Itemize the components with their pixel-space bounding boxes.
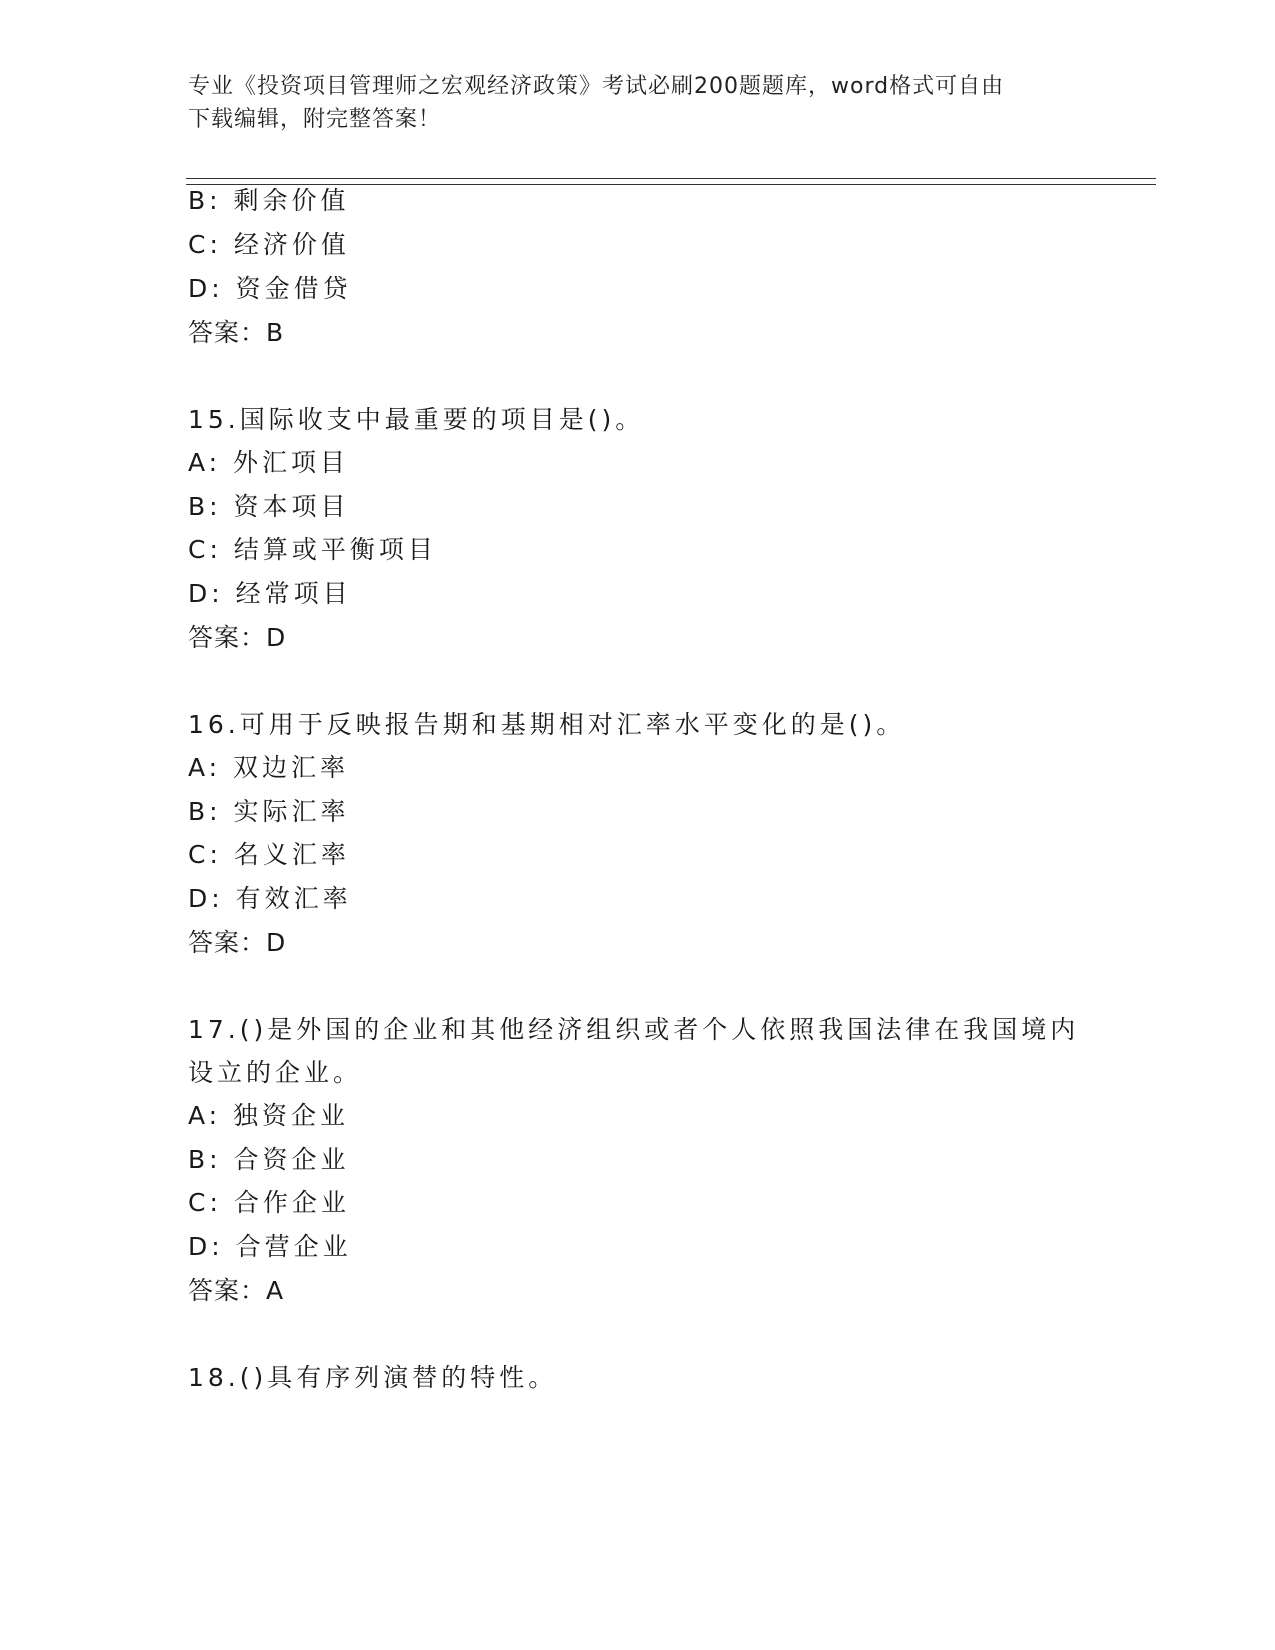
q15-option-c: C: 结算或平衡项目 (188, 535, 437, 564)
q16-option-a: A: 双边汇率 (188, 753, 350, 782)
q17-question-line-1: 17.()是外国的企业和其他经济组织或者个人依照我国法律在我国境内 (188, 1015, 1080, 1044)
q15-option-d: D: 经常项目 (188, 579, 352, 608)
q16-option-b: B: 实际汇率 (188, 797, 350, 826)
q14-answer: 答案：B (188, 318, 285, 347)
q15-option-a: A: 外汇项目 (188, 448, 350, 477)
q15-option-b: B: 资本项目 (188, 492, 350, 521)
header-divider (186, 178, 1156, 185)
q17-option-a: A: 独资企业 (188, 1101, 350, 1130)
q17-question-line-2: 设立的企业。 (188, 1058, 363, 1087)
header-line-2: 下载编辑，附完整答案！ (188, 107, 442, 132)
document-header (188, 70, 1088, 136)
q17-option-d: D: 合营企业 (188, 1232, 352, 1261)
header-line-1: 专业《投资项目管理师之宏观经济政策》考试必刷200题题库，word格式可自由 (188, 74, 1005, 99)
q18-question: 18.()具有序列演替的特性。 (188, 1363, 558, 1392)
q15-question: 15.国际收支中最重要的项目是()。 (188, 405, 645, 434)
q15-answer: 答案：D (188, 623, 287, 652)
q17-option-b: B: 合资企业 (188, 1145, 350, 1174)
q17-option-c: C: 合作企业 (188, 1188, 350, 1217)
q14-option-b: B: 剩余价值 (188, 186, 350, 215)
q17-answer: 答案：A (188, 1276, 285, 1305)
q14-option-d: D: 资金借贷 (188, 274, 352, 303)
q16-answer: 答案：D (188, 928, 287, 957)
q14-option-c: C: 经济价值 (188, 230, 350, 259)
q16-question: 16.可用于反映报告期和基期相对汇率水平变化的是()。 (188, 710, 906, 739)
q16-option-c: C: 名义汇率 (188, 840, 350, 869)
q16-option-d: D: 有效汇率 (188, 884, 352, 913)
